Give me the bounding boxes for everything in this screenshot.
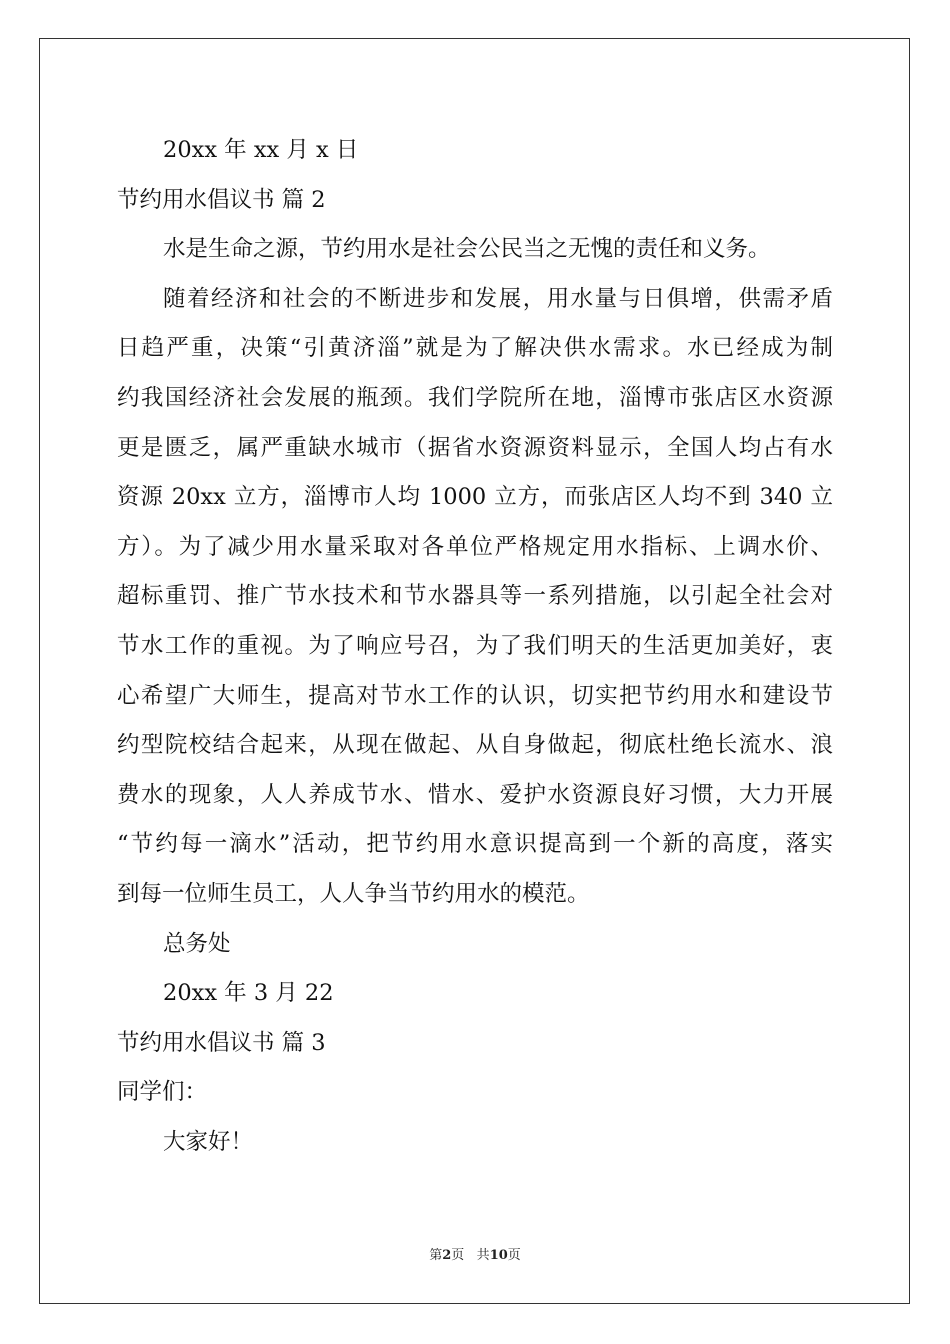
body-line: 随着经济和社会的不断进步和发展，用水量与日俱增，供需矛盾 bbox=[163, 286, 833, 312]
footer-page-number: 2 bbox=[442, 1248, 452, 1263]
body-line: 约型院校结合起来，从现在做起、从自身做起，彻底杜绝长流水、浪 bbox=[117, 732, 833, 758]
page-footer bbox=[0, 1247, 950, 1265]
footer-total-pages: 10 bbox=[489, 1248, 508, 1263]
footer-prefix: 第 bbox=[429, 1248, 443, 1263]
footer-page-suffix: 页 bbox=[451, 1248, 465, 1263]
body-line: 方）。为了减少用水量采取对各单位严格规定用水指标、上调水价、 bbox=[117, 534, 833, 560]
body-line: 约我国经济社会发展的瓶颈。我们学院所在地，淄博市张店区水资源 bbox=[117, 385, 833, 411]
body-line: 更是匮乏，属严重缺水城市（据省水资源资料显示，全国人均占有水 bbox=[117, 435, 833, 461]
page-border bbox=[39, 38, 910, 1304]
body-line: 节水工作的重视。为了响应号召，为了我们明天的生活更加美好，衷 bbox=[117, 633, 833, 659]
body-line: 到每一位师生员工，人人争当节约用水的模范。 bbox=[117, 881, 590, 907]
body-paragraph-1: 水是生命之源，节约用水是社会公民当之无愧的责任和义务。 bbox=[163, 236, 771, 262]
signature: 总务处 bbox=[163, 931, 231, 957]
body-line: 心希望广大师生，提高对节水工作的认识，切实把节约用水和建设节 bbox=[117, 683, 833, 709]
body-line: “节约每一滴水”活动，把节约用水意识提高到一个新的高度，落实 bbox=[117, 831, 833, 857]
section-heading-3: 节约用水倡议书 篇 3 bbox=[117, 1030, 326, 1056]
section-heading-2: 节约用水倡议书 篇 2 bbox=[117, 187, 326, 213]
body-line: 日趋严重，决策“引黄济淄”就是为了解决供水需求。水已经成为制 bbox=[117, 335, 833, 361]
footer-total-suffix: 页 bbox=[507, 1248, 521, 1263]
body-line: 资源 20xx 立方，淄博市人均 1000 立方，而张店区人均不到 340 立 bbox=[117, 484, 833, 510]
body-line: 费水的现象，人人养成节水、惜水、爱护水资源良好习惯，大力开展 bbox=[117, 782, 833, 808]
footer-total-prefix: 共 bbox=[476, 1248, 490, 1263]
signature-date: 20xx 年 3 月 22 bbox=[163, 980, 334, 1006]
date-line: 20xx 年 xx 月 x 日 bbox=[163, 137, 359, 163]
body-line: 超标重罚、推广节水技术和节水器具等一系列措施，以引起全社会对 bbox=[117, 583, 833, 609]
salutation: 同学们： bbox=[117, 1079, 208, 1105]
greeting: 大家好！ bbox=[163, 1129, 254, 1155]
